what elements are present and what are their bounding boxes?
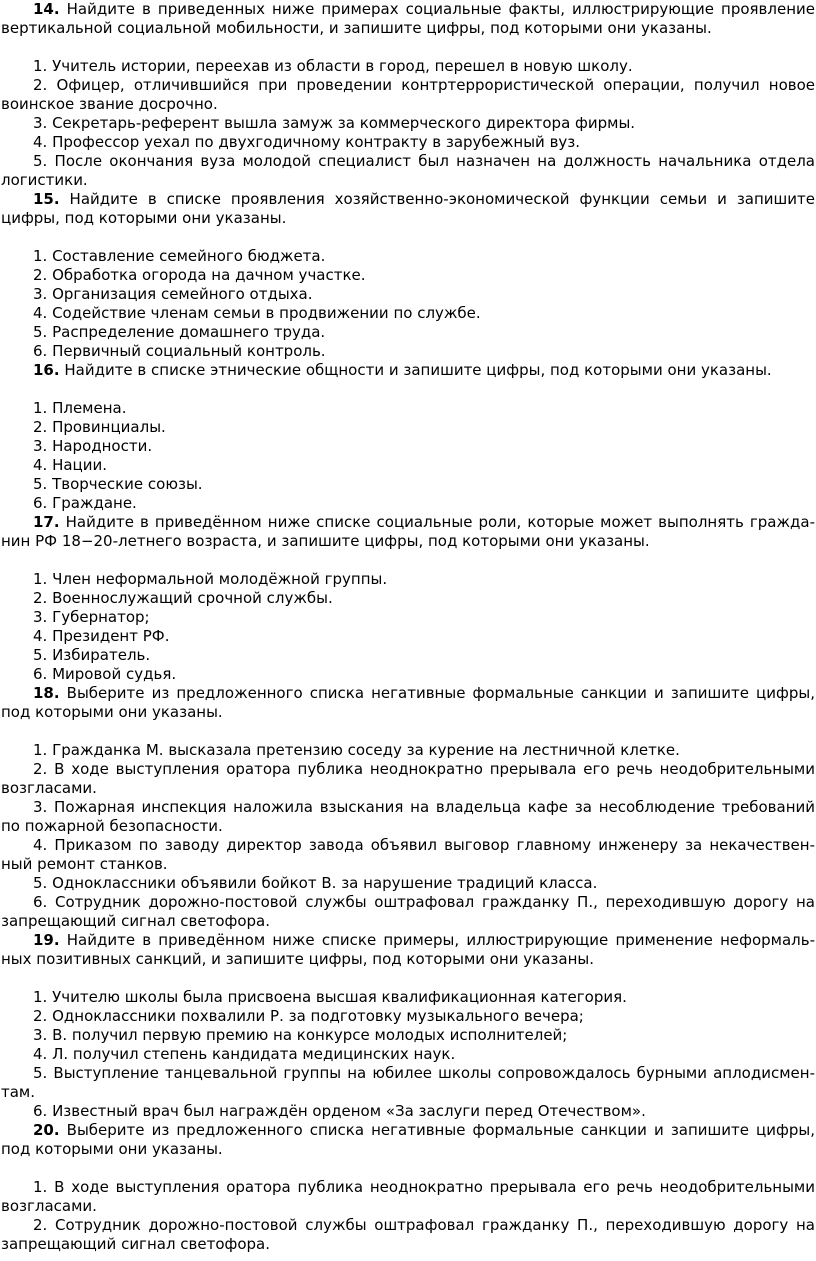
task-number: 17. xyxy=(33,513,60,531)
answer-option: 2. Одноклассники похвалили Р. за подготовку музыкального вечера; xyxy=(33,1007,584,1025)
answer-option: 5. Выступление танцевальной группы на юбилее школы сопровождалось бурными аплодисментам. xyxy=(1,1064,815,1101)
task-block xyxy=(1,513,815,684)
answer-option: 6. Сотрудник дорожно-постовой службы оштрафовал гражданку П., переходившую дорогу на запрещающий сигнал светофора. xyxy=(1,893,815,930)
task-number: 16. xyxy=(33,361,60,379)
answer-option: 5. Одноклассники объявили бойкот В. за нарушение традиций класса. xyxy=(33,874,598,892)
answer-options-list xyxy=(1,741,815,931)
answer-option: 4. Л. получил степень кандидата медицинских наук. xyxy=(33,1045,456,1063)
answer-option: 6. Первичный социальный контроль. xyxy=(33,342,326,360)
task-text: Найдите в списке проявления хозяйственно-экономической функции семьи и запишите цифры, под которыми они указаны. xyxy=(1,190,815,227)
answer-option: 6. Граждане. xyxy=(33,494,137,512)
answer-option: 1. Учителю школы была присвоена высшая квалификационная категория. xyxy=(33,988,627,1006)
answer-option: 2. Обработка огорода на дачном участке. xyxy=(33,266,366,284)
answer-option: 3. Народности. xyxy=(33,437,153,455)
task-statement xyxy=(1,361,815,380)
answer-options-list xyxy=(1,988,815,1121)
task-statement xyxy=(1,1121,815,1159)
task-statement xyxy=(1,684,815,722)
answer-option: 5. Распределение домашнего труда. xyxy=(33,323,326,341)
answer-option: 4. Приказом по заводу директор завода объявил выговор главному инженеру за некачественный ремонт станков. xyxy=(1,836,815,873)
task-text: Выберите из предложенного списка негативные формальные санкции и запишите цифры, под которыми они указаны. xyxy=(1,684,815,721)
answer-option: 3. Пожарная инспекция наложила взыскания на владельца кафе за несоблюдение требований по пожарной безопасности. xyxy=(1,798,815,835)
blank-line xyxy=(1,551,815,570)
answer-option: 2. Военнослужащий срочной службы. xyxy=(33,589,333,607)
answer-option: 4. Содействие членам семьи в продвижении по службе. xyxy=(33,304,481,322)
task-number: 20. xyxy=(33,1121,60,1139)
answer-option: 5. Творческие союзы. xyxy=(33,475,203,493)
answer-option: 6. Известный врач был награждён орденом «За заслуги перед Отечеством». xyxy=(33,1102,646,1120)
task-block xyxy=(1,361,815,513)
task-block xyxy=(1,931,815,1121)
answer-option: 2. Сотрудник дорожно-постовой службы оштрафовал гражданку П., переходившую дорогу на запрещающий сигнал светофора. xyxy=(1,1216,815,1253)
task-text: Найдите в списке этнические общности и запишите цифры, под которыми они указаны. xyxy=(64,361,772,379)
task-number: 18. xyxy=(33,684,60,702)
task-text: Выберите из предложенного списка негативные формальные санкции и запишите цифры, под которыми они указаны. xyxy=(1,1121,815,1158)
blank-line xyxy=(1,228,815,247)
answer-option: 1. Племена. xyxy=(33,399,127,417)
answer-options-list xyxy=(1,399,815,513)
task-block xyxy=(1,0,815,190)
task-statement xyxy=(1,931,815,969)
answer-options-list xyxy=(1,570,815,684)
answer-options-list xyxy=(1,57,815,190)
answer-option: 3. Губернатор; xyxy=(33,608,150,626)
answer-option: 2. В ходе выступления оратора публика неоднократно прерывала его речь неодобрительными возгласами. xyxy=(1,760,815,797)
task-text: Найдите в приведённом ниже списке примеры, иллюстрирующие применение неформальных позитивных санкций, и запишите цифры, под которыми они указаны. xyxy=(1,931,815,968)
answer-option: 1. Член неформальной молодёжной группы. xyxy=(33,570,388,588)
answer-options-list xyxy=(1,1178,815,1254)
answer-option: 5. После окончания вуза молодой специалист был назначен на должность начальника отдела логистики. xyxy=(1,152,815,189)
answer-option: 6. Мировой судья. xyxy=(33,665,177,683)
blank-line xyxy=(1,969,815,988)
task-number: 15. xyxy=(33,190,60,208)
task-block xyxy=(1,684,815,931)
answer-option: 1. Составление семейного бюджета. xyxy=(33,247,326,265)
answer-option: 1. Гражданка М. высказала претензию соседу за курение на лестничной клетке. xyxy=(33,741,680,759)
answer-option: 4. Президент РФ. xyxy=(33,627,170,645)
blank-line xyxy=(1,38,815,57)
answer-option: 4. Профессор уехал по двухгодичному контракту в зарубежный вуз. xyxy=(33,133,581,151)
task-text: Найдите в приведенных ниже примерах социальные факты, иллюстрирующие проявление вертикальной социальной мобильности, и запишите цифры, под которыми они указаны. xyxy=(1,0,815,37)
answer-option: 5. Избиратель. xyxy=(33,646,151,664)
answer-option: 2. Офицер, отличившийся при проведении контртеррористической операции, получил новое воинское звание досрочно. xyxy=(1,76,815,113)
answer-option: 3. В. получил первую премию на конкурсе молодых исполнителей; xyxy=(33,1026,568,1044)
answer-option: 4. Нации. xyxy=(33,456,108,474)
task-block xyxy=(1,190,815,361)
blank-line xyxy=(1,1159,815,1178)
task-statement xyxy=(1,0,815,38)
task-number: 19. xyxy=(33,931,60,949)
answer-option: 2. Провинциалы. xyxy=(33,418,166,436)
answer-options-list xyxy=(1,247,815,361)
blank-line xyxy=(1,722,815,741)
task-statement xyxy=(1,190,815,228)
answer-option: 1. Учитель истории, переехав из области в город, перешел в новую школу. xyxy=(33,57,633,75)
answer-option: 1. В ходе выступления оратора публика неоднократно прерывала его речь неодобрительными возгласами. xyxy=(1,1178,815,1215)
answer-option: 3. Организация семейного отдыха. xyxy=(33,285,313,303)
task-text: Найдите в приведённом ниже списке социальные роли, которые может выполнять гражданин РФ 18−20-летнего возраста, и запишите цифры, под которыми они указаны. xyxy=(1,513,815,550)
task-number: 14. xyxy=(33,0,60,18)
task-block xyxy=(1,1121,815,1254)
blank-line xyxy=(1,380,815,399)
task-statement xyxy=(1,513,815,551)
answer-option: 3. Секретарь-референт вышла замуж за коммерческого директора фирмы. xyxy=(33,114,636,132)
